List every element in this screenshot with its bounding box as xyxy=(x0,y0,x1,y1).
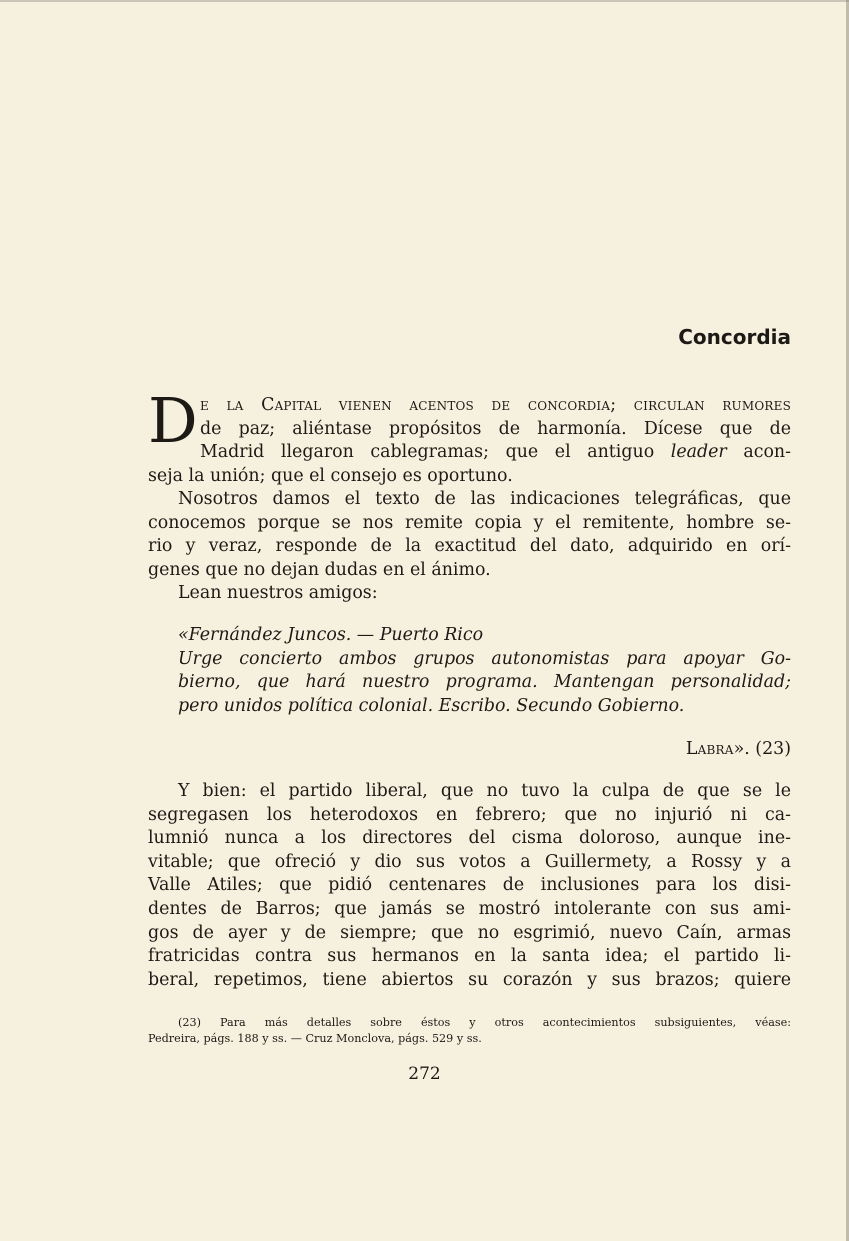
third-paragraph: Lean nuestros amigos: xyxy=(178,583,378,603)
drop-cap: D xyxy=(148,384,198,457)
paragraph-line: Valle Atiles; que pidió centenares de inclusiones para los disi- xyxy=(148,875,791,896)
paragraph-line: vitable; que ofreció y dio sus votos a Guillermety, a Rossy y a xyxy=(148,851,791,872)
paragraph-line: lumnió nunca a los directores del cisma doloroso, aunque ine- xyxy=(148,828,791,849)
paragraph-line: genes que no dejan dudas en el ánimo. xyxy=(148,559,491,580)
paragraph-line: gos de ayer y de siempre; que no esgrimió, nuevo Caín, armas xyxy=(148,922,791,943)
chapter-heading: Concordia xyxy=(678,325,791,349)
quote-line: bierno, que hará nuestro programa. Mantengan personalidad; xyxy=(178,672,791,693)
paragraph-line: segregasen los heterodoxos en febrero; que no injurió ni ca- xyxy=(148,804,791,825)
second-paragraph xyxy=(148,488,791,582)
first-paragraph xyxy=(148,384,792,488)
paragraph-line: Nosotros damos el texto de las indicaciones telegráficas, que xyxy=(178,489,791,509)
paragraph-line: dentes de Barros; que jamás se mostró intolerante con sus ami- xyxy=(148,898,791,919)
first-paragraph-line: de paz; aliéntase propósitos de harmonía. Dícese que de xyxy=(200,418,791,439)
fourth-paragraph xyxy=(148,780,791,992)
footnote-line: (23) Para más detalles sobre éstos y otros acontecimientos subsiguientes, véase: xyxy=(178,1016,791,1029)
footnote xyxy=(148,1015,791,1047)
paragraph-line: conocemos porque se nos remite copia y el remitente, hombre se- xyxy=(148,512,791,533)
quote-line: pero unidos política colonial. Escribo. Secundo Gobierno. xyxy=(178,695,685,716)
first-paragraph-line: Madrid llegaron cablegramas; que el antiguo leader acon- xyxy=(200,442,791,463)
first-paragraph-line: e la Capital vienen acentos de concordia; circulan rumores xyxy=(200,395,792,415)
quote-line: Urge concierto ambos grupos autonomistas para apoyar Go- xyxy=(178,648,791,669)
page-edge-top xyxy=(0,0,849,2)
telegram-quote xyxy=(178,624,791,718)
paragraph-line: beral, repetimos, tiene abiertos su corazón y sus brazos; quiere xyxy=(148,969,791,990)
footnote-line: Pedreira, págs. 188 y ss. — Cruz Monclova, págs. 529 y ss. xyxy=(148,1032,482,1045)
quote-line: «Fernández Juncos. — Puerto Rico xyxy=(178,625,484,645)
paragraph-line: fratricidas contra sus hermanos en la santa idea; el partido li- xyxy=(148,946,791,967)
first-paragraph-line: seja la unión; que el consejo es oportuno. xyxy=(148,465,513,486)
paragraph-line: rio y veraz, responde de la exactitud del dato, adquirido en orí- xyxy=(148,536,791,557)
telegram-signature: Labra». (23) xyxy=(685,739,791,759)
page-number: 272 xyxy=(408,1064,441,1084)
paragraph-line: Y bien: el partido liberal, que no tuvo la culpa de que se le xyxy=(178,781,791,801)
